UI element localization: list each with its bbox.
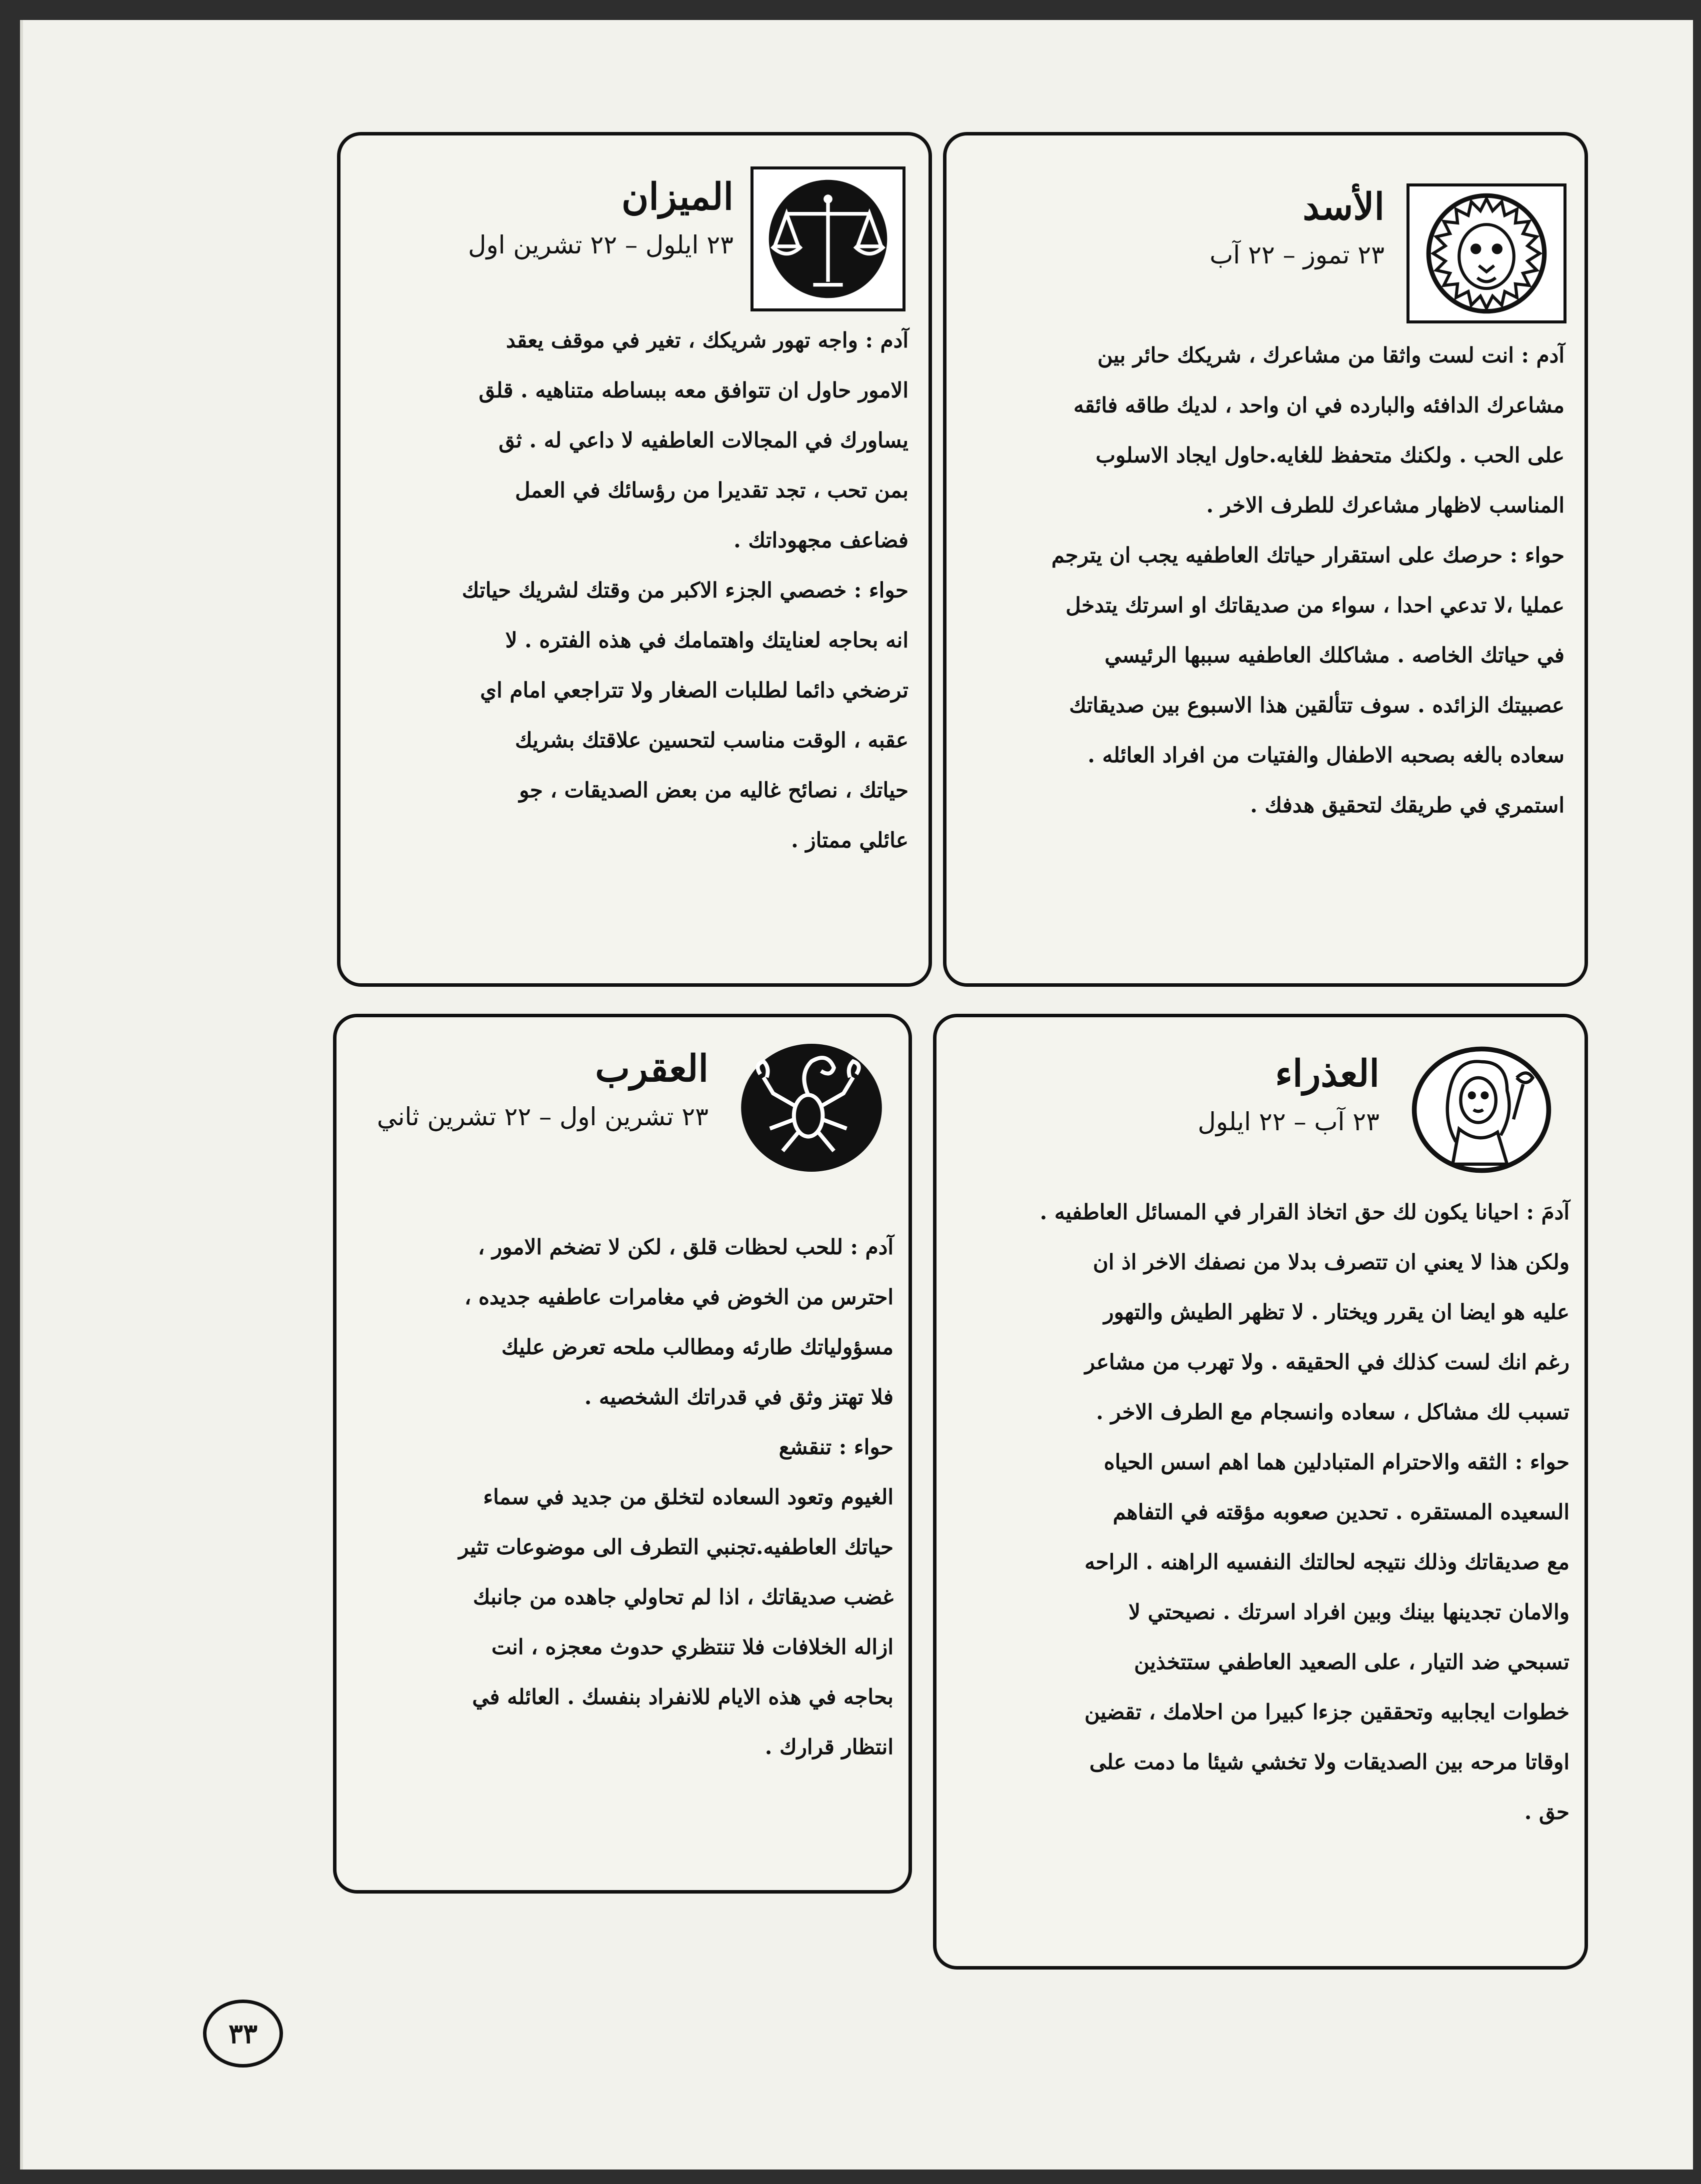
horoscope-text [344,1222,894,1772]
text-line: بحاجه في هذه الايام للانفراد بنفسك . العائله في [472,1685,894,1709]
sign-name: العقرب [595,1047,708,1090]
text-line: رغم انك لست كذلك في الحقيقه . ولا تهرب من مشاعر [1084,1350,1570,1374]
horoscope-card-libra [337,132,932,987]
sign-dates: ٢٣ آب – ٢٢ ايلول [1198,1107,1380,1136]
text-line: مع صديقاتك وذلك نتيجه لحالتك النفسيه الراهنه . الراحه [1084,1550,1570,1574]
text-line: انه بحاجه لعنايتك واهتمامك في هذه الفتره . لا [505,628,908,652]
horoscope-text [348,315,908,865]
text-line: آدم : انت لست واثقا من مشاعرك ، شريكك حائر بين [1097,343,1564,367]
text-line: آدم : واجه تهور شريكك ، تغير في موقف يعقد [506,328,908,352]
magazine-page [20,20,1693,2170]
text-line: مشاعرك الدافئه والبارده في ان واحد ، لديك طاقه فائقه [1073,393,1564,417]
text-line: اوقاتا مرحه بين الصديقات ولا تخشي شيئا ما دمت على [1089,1750,1570,1774]
text-line: حواء : تنقشع [778,1435,894,1459]
sign-dates: ٢٣ تموز – ٢٢ آب [1210,240,1384,269]
scorpion-icon [732,1035,892,1180]
sign-dates: ٢٣ تشرين اول – ٢٢ تشرين ثاني [376,1102,708,1131]
text-line: آدمَ : احيانا يكون لك حق اتخاذ القرار في المسائل العاطفيه . [1040,1200,1570,1224]
text-line: حق . [1524,1800,1570,1824]
text-line: استمري في طريقك لتحقيق هدفك . [1250,793,1564,817]
text-line: حياتك العاطفيه.تجنبي التطرف الى موضوعات تثير [458,1535,894,1559]
text-line: ولكن هذا لا يعني ان تتصرف بدلا من نصفك الاخر اذ ان [1092,1250,1570,1274]
text-line: عصبيتك الزائده . سوف تتألقين هذا الاسبوع بين صديقاتك [1069,693,1564,717]
text-line: حواء : خصصي الجزء الاكبر من وقتك لشريك حياتك [462,578,908,602]
text-line: حواء : حرصك على استقرار حياتك العاطفيه يجب ان يترجم [1051,543,1564,567]
text-line: تسبب لك مشاكل ، سعاده وانسجام مع الطرف الاخر . [1096,1400,1570,1424]
horoscope-card-virgo [933,1014,1588,1970]
text-line: عقبه ، الوقت مناسب لتحسين علاقتك بشريك [514,728,908,752]
horoscope-text [954,330,1564,830]
text-line: آدم : للحب لحظات قلق ، لكن لا تضخم الامور ، [478,1235,894,1259]
text-line: حواء : الثقه والاحترام المتبادلين هما اهم اسس الحياه [1104,1450,1570,1474]
text-line: السعيده المستقره . تحدين صعوبه مؤقته في التفاهم [1112,1500,1570,1524]
text-line: حياتك ، نصائح غاليه من بعض الصديقات ، جو [519,778,908,802]
virgo-maiden-icon [1402,1042,1562,1177]
text-line: تسبحي ضد التيار ، على الصعيد العاطفي ستتخذين [1134,1650,1570,1674]
page-number: ٣٣ [203,2000,283,2068]
text-line: الامور حاول ان تتوافق معه ببساطه متناهيه . قلق [478,378,908,402]
text-line: عائلي ممتاز . [791,828,908,852]
text-line: فلا تهتز وثق في قدراتك الشخصيه . [584,1385,894,1409]
sign-name: الأسد [1302,185,1384,228]
text-line: المناسب لاظهار مشاعرك للطرف الاخر . [1206,493,1564,517]
text-line: ترضخي دائما لطلبات الصغار ولا تتراجعي امام اي [480,678,908,702]
horoscope-card-scorpio [333,1014,912,1894]
lion-icon [1406,183,1566,323]
text-line: الغيوم وتعود السعاده لتخلق من جديد في سماء [483,1485,894,1509]
text-line: يساورك في المجالات العاطفيه لا داعي له . ثق [498,428,908,452]
text-line: احترس من الخوض في مغامرات عاطفيه جديده ، [464,1285,894,1309]
text-line: والامان تجدينها بينك وبين افراد اسرتك . نصيحتي لا [1128,1600,1570,1624]
horoscope-text [944,1187,1570,1837]
text-line: في حياتك الخاصه . مشاكلك العاطفيه سببها الرئيسي [1104,643,1564,667]
text-line: عمليا ،لا تدعي احدا ، سواء من صديقاتك او اسرتك يتدخل [1066,593,1564,617]
text-line: ازاله الخلافات فلا تنتظري حدوث معجزه ، انت [491,1635,894,1659]
sign-name: الميزان [622,175,734,218]
text-line: عليه هو ايضا ان يقرر ويختار . لا تظهر الطيش والتهور [1104,1300,1570,1324]
text-line: على الحب . ولكنك متحفظ للغايه.حاول ايجاد الاسلوب [1096,443,1564,467]
text-line: فضاعف مجهوداتك . [734,528,908,552]
sign-dates: ٢٣ ايلول – ٢٢ تشرين اول [468,230,734,259]
text-line: غضب صديقاتك ، اذا لم تحاولي جاهده من جانبك [472,1585,894,1609]
sign-name: العذراء [1275,1052,1380,1095]
horoscope-card-leo [943,132,1588,987]
text-line: سعاده بالغه بصحبه الاطفال والفتيات من افراد العائله . [1088,743,1564,767]
text-line: خطوات ايجابيه وتحققين جزءا كبيرا من احلامك ، تقضين [1084,1700,1570,1724]
scales-icon [750,166,906,311]
text-line: بمن تحب ، تجد تقديرا من رؤسائك في العمل [515,478,908,502]
text-line: انتظار قرارك . [764,1735,894,1759]
text-line: مسؤولياتك طارئه ومطالب ملحه تعرض عليك [501,1335,894,1359]
